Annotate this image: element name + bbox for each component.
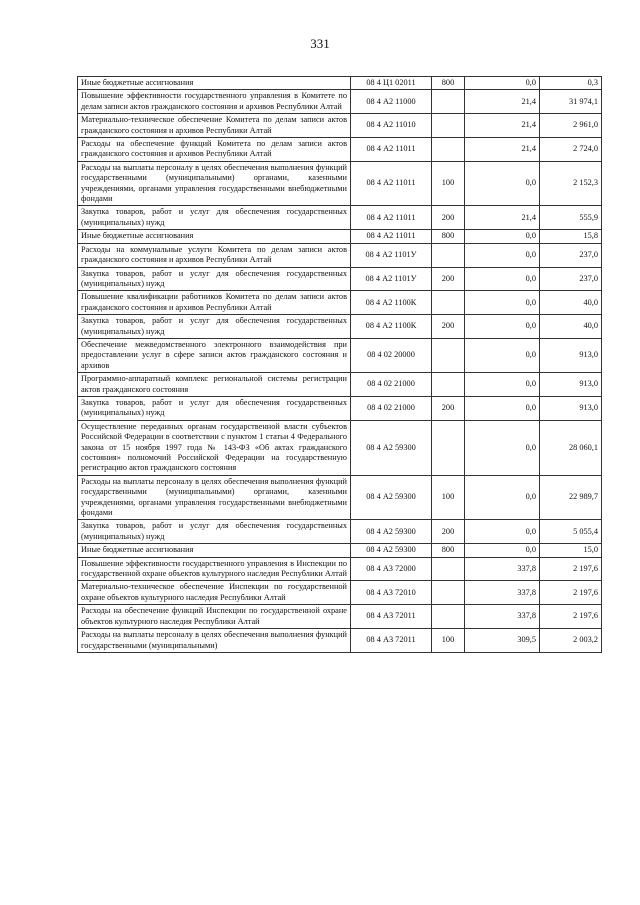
expense-name-cell: Иные бюджетные ассигнования: [78, 77, 351, 90]
target-code-cell: 08 4 А2 1101У: [351, 243, 432, 267]
amount-2-cell: 0,3: [540, 77, 602, 90]
amount-1-cell: 309,5: [465, 629, 540, 653]
table-row: [78, 230, 602, 243]
table-row: [78, 629, 602, 653]
table-row: [78, 520, 602, 544]
amount-1-cell: 0,0: [465, 544, 540, 557]
table-row: [78, 373, 602, 397]
amount-1-cell: 21,4: [465, 90, 540, 114]
expense-name-cell: Расходы на обеспечение функций Инспекции по государственной охране объектов культурного наследия Республики Алтай: [78, 605, 351, 629]
expense-name-cell: Закупка товаров, работ и услуг для обеспечения государственных (муниципальных) нужд: [78, 267, 351, 291]
target-code-cell: 08 4 А2 59300: [351, 520, 432, 544]
expense-type-cell: 100: [432, 475, 465, 520]
target-code-cell: 08 4 А2 59300: [351, 420, 432, 475]
amount-1-cell: 337,8: [465, 557, 540, 581]
expense-name-cell: Повышение квалификации работников Комитета по делам записи актов гражданского состояния и архивов Республики Алтай: [78, 291, 351, 315]
amount-1-cell: 0,0: [465, 77, 540, 90]
expense-type-cell: [432, 373, 465, 397]
table-row: [78, 605, 602, 629]
target-code-cell: 08 4 А2 1100К: [351, 315, 432, 339]
page-number: 331: [310, 36, 330, 51]
target-code-cell: 08 4 А2 59300: [351, 544, 432, 557]
amount-2-cell: 913,0: [540, 396, 602, 420]
expense-name-cell: Повышение эффективности государственного управления в Инспекции по государственной охране объектов культурного наследия Республики Алтай: [78, 557, 351, 581]
expense-type-cell: [432, 114, 465, 138]
target-code-cell: 08 4 А2 11000: [351, 90, 432, 114]
expense-type-cell: [432, 138, 465, 162]
expense-type-cell: [432, 557, 465, 581]
table-row: [78, 544, 602, 557]
amount-2-cell: 2 152,3: [540, 161, 602, 206]
amount-2-cell: 15,8: [540, 230, 602, 243]
amount-2-cell: 555,9: [540, 206, 602, 230]
expense-type-cell: [432, 605, 465, 629]
amount-2-cell: 913,0: [540, 338, 602, 372]
expense-name-cell: Расходы на коммунальные услуги Комитета по делам записи актов гражданского состояния и архивов Республики Алтай: [78, 243, 351, 267]
expense-name-cell: Иные бюджетные ассигнования: [78, 544, 351, 557]
amount-1-cell: 0,0: [465, 267, 540, 291]
amount-1-cell: 0,0: [465, 338, 540, 372]
table-row: [78, 267, 602, 291]
expense-type-cell: [432, 90, 465, 114]
target-code-cell: 08 4 А2 11011: [351, 206, 432, 230]
expense-name-cell: Иные бюджетные ассигнования: [78, 230, 351, 243]
amount-2-cell: 2 197,6: [540, 605, 602, 629]
amount-2-cell: 5 055,4: [540, 520, 602, 544]
expense-type-cell: [432, 420, 465, 475]
amount-1-cell: 0,0: [465, 420, 540, 475]
expense-name-cell: Закупка товаров, работ и услуг для обеспечения государственных (муниципальных) нужд: [78, 206, 351, 230]
table-row: [78, 77, 602, 90]
expense-type-cell: 800: [432, 77, 465, 90]
amount-1-cell: 0,0: [465, 315, 540, 339]
table-row: [78, 396, 602, 420]
table-row: [78, 206, 602, 230]
amount-2-cell: 2 961,0: [540, 114, 602, 138]
amount-2-cell: 15,0: [540, 544, 602, 557]
expense-type-cell: 800: [432, 544, 465, 557]
amount-1-cell: 337,8: [465, 605, 540, 629]
table-row: [78, 161, 602, 206]
target-code-cell: 08 4 02 21000: [351, 396, 432, 420]
table-row: [78, 243, 602, 267]
expense-name-cell: Материально-техническое обеспечение Комитета по делам записи актов гражданского состояния и архивов Республики Алтай: [78, 114, 351, 138]
amount-1-cell: 0,0: [465, 243, 540, 267]
expense-type-cell: 100: [432, 161, 465, 206]
expense-type-cell: 200: [432, 396, 465, 420]
amount-1-cell: 0,0: [465, 373, 540, 397]
amount-1-cell: 21,4: [465, 206, 540, 230]
amount-1-cell: 0,0: [465, 161, 540, 206]
target-code-cell: 08 4 А2 11011: [351, 161, 432, 206]
target-code-cell: 08 4 А2 11011: [351, 138, 432, 162]
amount-1-cell: 337,8: [465, 581, 540, 605]
amount-1-cell: 0,0: [465, 396, 540, 420]
expense-type-cell: 200: [432, 520, 465, 544]
amount-2-cell: 2 197,6: [540, 581, 602, 605]
expense-type-cell: [432, 291, 465, 315]
amount-1-cell: 0,0: [465, 520, 540, 544]
target-code-cell: 08 4 Ц1 02011: [351, 77, 432, 90]
expense-name-cell: Расходы на выплаты персоналу в целях обеспечения выполнения функций государственными (муниципальными): [78, 629, 351, 653]
expense-type-cell: [432, 243, 465, 267]
amount-2-cell: 22 989,7: [540, 475, 602, 520]
target-code-cell: 08 4 А2 11010: [351, 114, 432, 138]
budget-table-body: [78, 77, 602, 653]
target-code-cell: 08 4 А3 72000: [351, 557, 432, 581]
expense-type-cell: [432, 581, 465, 605]
target-code-cell: 08 4 02 20000: [351, 338, 432, 372]
expense-name-cell: Закупка товаров, работ и услуг для обеспечения государственных (муниципальных) нужд: [78, 315, 351, 339]
expense-name-cell: Обеспечение межведомственного электронного взаимодействия при предоставлении услуг в сфере записи актов гражданского состояния и архивов: [78, 338, 351, 372]
table-row: [78, 420, 602, 475]
table-row: [78, 315, 602, 339]
amount-2-cell: 40,0: [540, 315, 602, 339]
table-row: [78, 581, 602, 605]
amount-2-cell: 40,0: [540, 291, 602, 315]
target-code-cell: 08 4 А2 1101У: [351, 267, 432, 291]
amount-1-cell: 21,4: [465, 114, 540, 138]
table-row: [78, 291, 602, 315]
table-row: [78, 338, 602, 372]
expense-name-cell: Программно-аппаратный комплекс региональной системы регистрации актов гражданского состояния: [78, 373, 351, 397]
expense-name-cell: Повышение эффективности государственного управления в Комитете по делам записи актов гражданского состояния и архивов Республики Алтай: [78, 90, 351, 114]
amount-1-cell: 0,0: [465, 475, 540, 520]
expense-type-cell: 100: [432, 629, 465, 653]
expense-type-cell: 200: [432, 206, 465, 230]
expense-type-cell: 200: [432, 267, 465, 291]
expense-type-cell: [432, 338, 465, 372]
expense-name-cell: Закупка товаров, работ и услуг для обеспечения государственных (муниципальных) нужд: [78, 520, 351, 544]
expense-name-cell: Осуществление переданных органам государственной власти субъектов Российской Федерации в соответствии с пунктом 1 статьи 4 Федерального закона от 15 ноября 1997 года № 143-ФЗ «Об актах гражданского состояния» полномочий Российской Федерации на государственную регистрацию актов гражданского состояния: [78, 420, 351, 475]
amount-2-cell: 913,0: [540, 373, 602, 397]
expense-type-cell: 800: [432, 230, 465, 243]
amount-1-cell: 0,0: [465, 291, 540, 315]
table-row: [78, 557, 602, 581]
expense-name-cell: Закупка товаров, работ и услуг для обеспечения государственных (муниципальных) нужд: [78, 396, 351, 420]
target-code-cell: 08 4 А2 11011: [351, 230, 432, 243]
expense-name-cell: Расходы на обеспечение функций Комитета по делам записи актов гражданского состояния и архивов Республики Алтай: [78, 138, 351, 162]
table-row: [78, 114, 602, 138]
amount-2-cell: 2 003,2: [540, 629, 602, 653]
expense-name-cell: Расходы на выплаты персоналу в целях обеспечения выполнения функций государственными (муниципальными) органами, казенными учреждениями, органами управления государственными внебюджетными фондами: [78, 475, 351, 520]
amount-2-cell: 31 974,1: [540, 90, 602, 114]
target-code-cell: 08 4 А2 1100К: [351, 291, 432, 315]
amount-1-cell: 21,4: [465, 138, 540, 162]
table-row: [78, 475, 602, 520]
amount-2-cell: 28 060,1: [540, 420, 602, 475]
target-code-cell: 08 4 А2 59300: [351, 475, 432, 520]
expense-type-cell: 200: [432, 315, 465, 339]
target-code-cell: 08 4 02 21000: [351, 373, 432, 397]
amount-1-cell: 0,0: [465, 230, 540, 243]
expense-name-cell: Материально-техническое обеспечение Инспекции по государственной охране объектов культурного наследия Республики Алтай: [78, 581, 351, 605]
amount-2-cell: 2 197,6: [540, 557, 602, 581]
table-row: [78, 138, 602, 162]
target-code-cell: 08 4 А3 72011: [351, 605, 432, 629]
target-code-cell: 08 4 А3 72011: [351, 629, 432, 653]
target-code-cell: 08 4 А3 72010: [351, 581, 432, 605]
table-row: [78, 90, 602, 114]
budget-table: [77, 76, 602, 653]
amount-2-cell: 237,0: [540, 243, 602, 267]
amount-2-cell: 237,0: [540, 267, 602, 291]
amount-2-cell: 2 724,0: [540, 138, 602, 162]
expense-name-cell: Расходы на выплаты персоналу в целях обеспечения выполнения функций государственными (муниципальными) органами, казенными учреждениями, органами управления государственными внебюджетными фондами: [78, 161, 351, 206]
